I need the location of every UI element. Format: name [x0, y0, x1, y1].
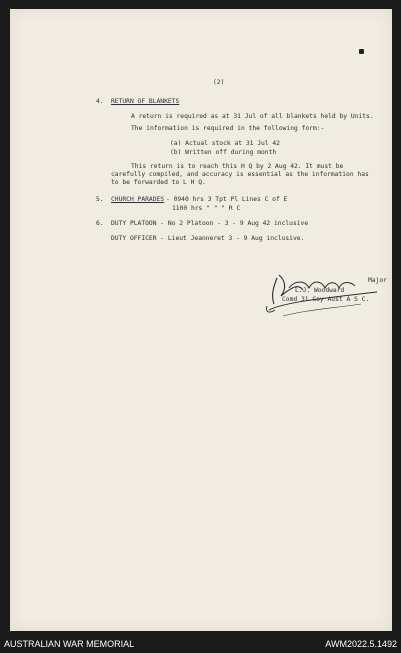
section-5-heading: CHURCH PARADES [111, 196, 165, 203]
document-page [10, 9, 392, 631]
archive-footer [0, 636, 401, 653]
section-6-number: 6. [96, 220, 104, 227]
section-5-line-1: - 0940 hrs 3 Tpt Pl Lines C of E [166, 196, 288, 203]
section-5-line-2: 1100 hrs " " " R C [172, 205, 241, 212]
page-number: (2) [213, 79, 225, 86]
section-4-line-1: A return is required as at 31 Jul of all blankets held by Units. [131, 113, 374, 120]
section-4-line-2: The information is required in the following form:- [131, 125, 325, 132]
duty-officer-line: DUTY OFFICER - Lieut Jeanneret 3 - 9 Aug inclusive. [111, 235, 305, 242]
handwritten-signature [265, 266, 380, 324]
signatory-name: L.J. Woodward [295, 287, 345, 294]
section-4-item-a: (a) Actual stock at 31 Jul 42 [170, 140, 280, 147]
footer-accession-number: AWM2022.5.1492 [325, 639, 397, 649]
section-4-number: 4. [96, 98, 104, 105]
duty-platoon-line: DUTY PLATOON - No 2 Platoon - 3 - 9 Aug 42 inclusive [111, 220, 309, 227]
section-4-item-b: (b) Written off during month [170, 149, 277, 156]
section-4-para-line-3: to be forwarded to L H Q. [111, 179, 206, 186]
signatory-rank: Major [368, 277, 387, 284]
section-4-para-line-1: This return is to reach this H Q by 2 Aug 42. It must be [131, 163, 344, 170]
section-4-para-line-2: carefully compiled, and accuracy is essential as the information has [111, 171, 369, 178]
section-4-heading: RETURN OF BLANKETS [111, 98, 180, 105]
footer-archive-name: AUSTRALIAN WAR MEMORIAL [4, 639, 135, 649]
ink-speck [359, 49, 364, 54]
signatory-title: Comd 31 Coy Aust A S C. [282, 296, 370, 303]
section-5-number: 5. [96, 196, 104, 203]
